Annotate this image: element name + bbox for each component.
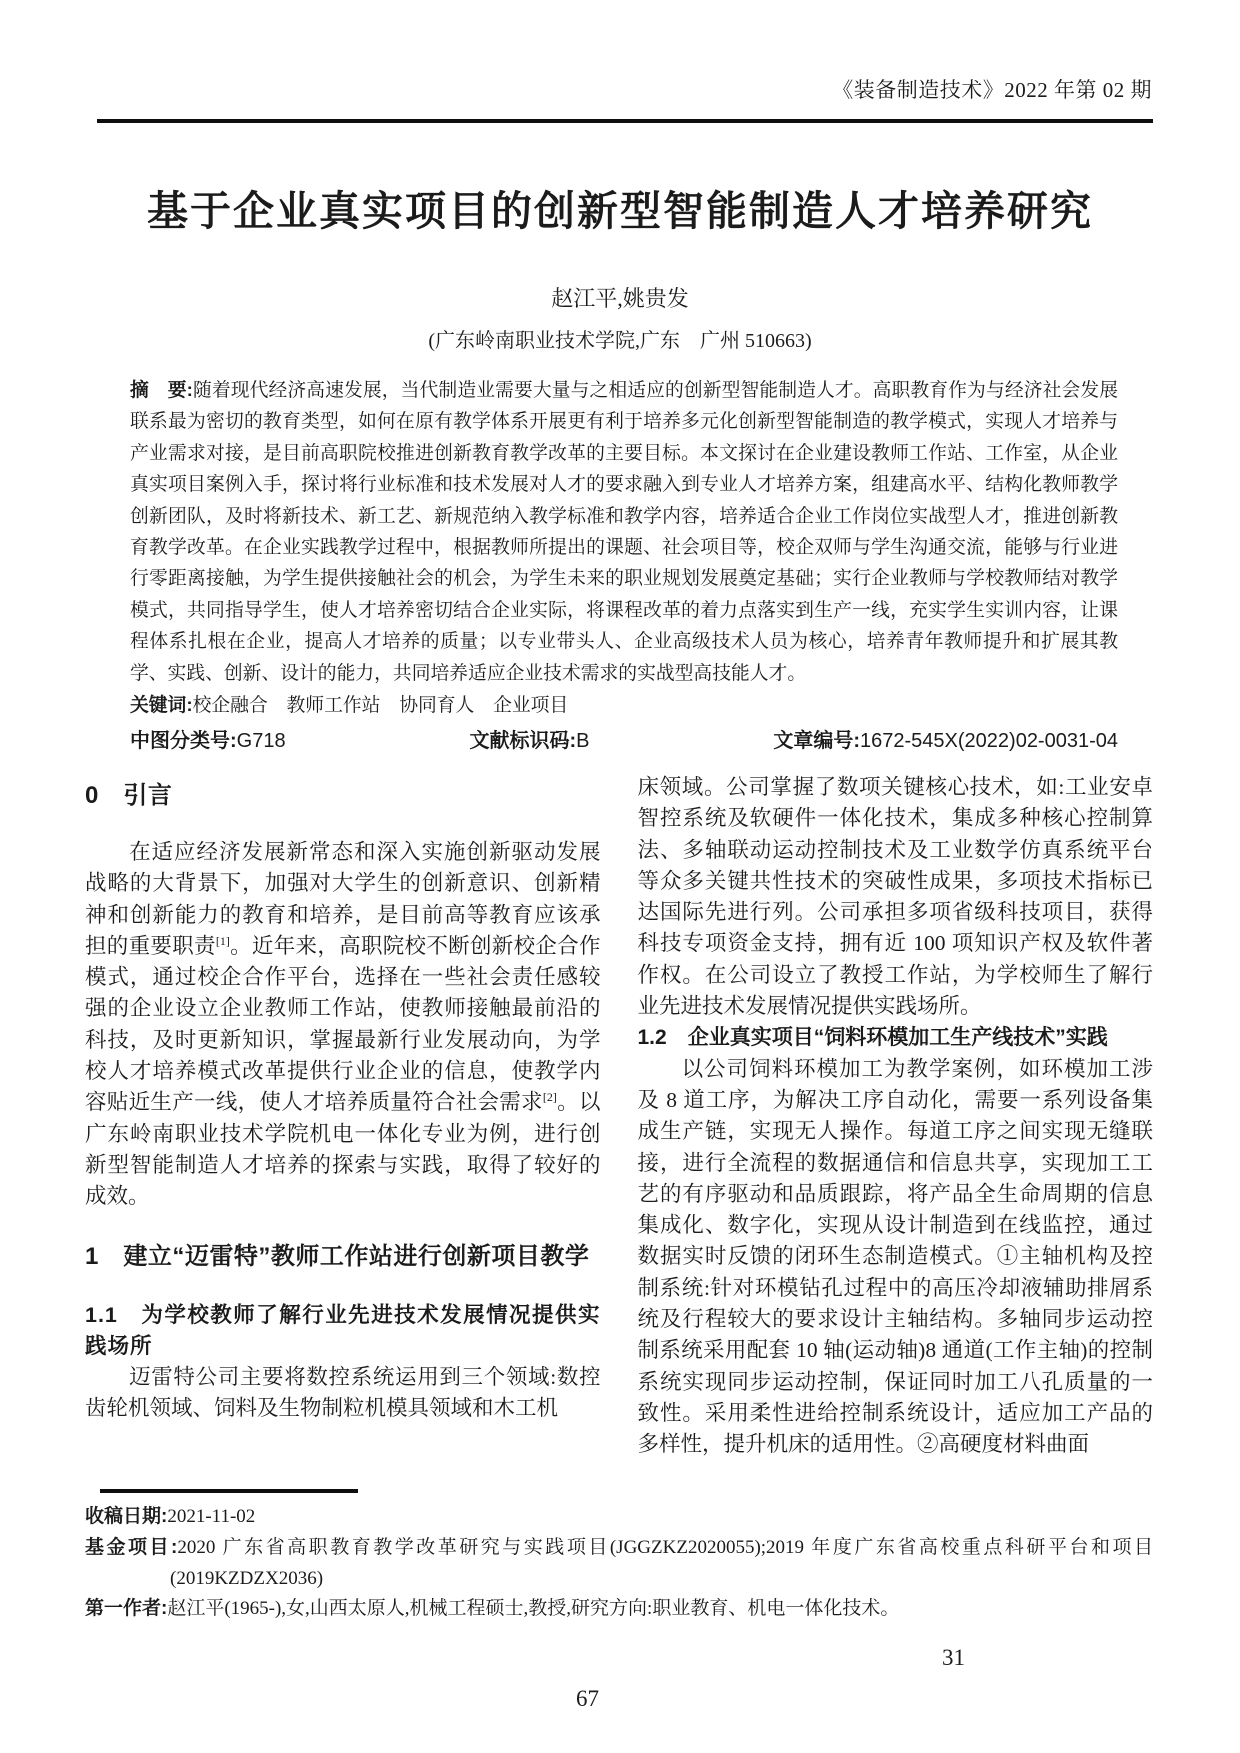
- clc-label: 中图分类号:: [130, 730, 237, 752]
- heading-introduction: 0 引言: [85, 782, 173, 809]
- right-column: [638, 772, 1154, 1461]
- meilaite-paragraph: 迈雷特公司主要将数控系统运用到三个领域:数控齿轮机领域、饲料及生物制粒机模具领域和木工机: [85, 1365, 601, 1421]
- intro-text-1: 在适应经济发展新常态和深入实施创新驱动发展战略的大背景下，加强对大学生的创新意识、创新精神和创新能力的教育和培养，是目前高等教育应该承担的重要职责: [85, 840, 601, 958]
- intro-paragraph: [85, 837, 601, 1213]
- keywords-text: 校企融合 教师工作站 协同育人 企业项目: [192, 695, 569, 717]
- article-page-number: 31: [942, 1645, 965, 1670]
- document-code-label: 文献标识码:: [469, 730, 577, 752]
- first-author-label: 第一作者:: [85, 1598, 168, 1620]
- intro-text-2: 。近年来，高职院校不断创新校企合作模式，通过校企合作平台，选择在一些社会责任感较强的企业设立企业教师工作站，使教师接触最前沿的科技，及时更新知识，掌握最新行业发展动向，为学校人才培养模式改革提供行业企业的信息，使教学内容贴近生产一线，使人才培养质量符合社会需求: [85, 933, 601, 1115]
- document-code-value: B: [576, 730, 590, 752]
- heading-section-1-2: 1.2 企业真实项目“饲料环模加工生产线技术”实践: [637, 1026, 1108, 1050]
- affiliation: (广东岭南职业技术学院,广东 广州 510663): [428, 330, 812, 352]
- keywords-label: 关键词:: [130, 694, 193, 716]
- article-title: 基于企业真实项目的创新型智能制造人才培养研究: [147, 188, 1093, 234]
- journal-issue-header: 《装备制造技术》2022 年第 02 期: [832, 78, 1152, 102]
- abstract-paragraph: [130, 374, 1118, 689]
- heading-section-1: 1 建立“迈雷特”教师工作站进行创新项目教学: [85, 1242, 590, 1270]
- fund-project-value: 2020 广东省高职教育教学改革研究与实践项目(JGGZKZ2020055);2019 年度广东省高校重点科研平台和项目(2019KZDZX2036): [170, 1536, 1153, 1589]
- first-author-line: [85, 1594, 1153, 1625]
- clc-value: G718: [236, 730, 286, 752]
- abstract-text: 随着现代经济高速发展，当代制造业需要大量与之相适应的创新型智能制造人才。高职教育作为与经济社会发展联系最为密切的教育类型，如何在原有教学体系开展更有利于培养多元化创新型智能制造的教学模式，实现人才培养与产业需求对接，是目前高职院校推进创新教育教学改革的主要目标。本文探讨在企业建设教师工作站、工作室，从企业真实项目案例入手，探讨将行业标准和技术发展对人才的要求融入到专业人才培养方案，组建高水平、结构化教师教学创新团队，及时将新技术、新工艺、新规范纳入教学标准和教学内容，培养适合企业工作岗位实战型人才，推进创新教育教学改革。在企业实践教学过程中，根据教师所提出的课题、社会项目等，校企双师与学生沟通交流，能够与行业进行零距离接触，为学生提供接触社会的机会，为学生未来的职业规划发展奠定基础；实行企业教师与学校教师结对教学模式，共同指导学生，使人才培养密切结合企业实际，将课程改革的着力点落实到生产一线，充实学生实训内容，让课程体系扎根在企业，提高人才培养的质量；以专业带头人、企业高级技术人员为核心，培养青年教师提升和扩展其教学、实践、创新、设计的能力，共同培养适应企业技术需求的实战型高技能人才。: [130, 380, 1118, 684]
- fund-project-label: 基金项目:: [85, 1536, 178, 1558]
- keywords-line: [130, 689, 1118, 721]
- received-date-line: [85, 1502, 1153, 1533]
- article-id-value: 1672-545X(2022)02-0031-04: [860, 730, 1118, 752]
- footnote-rule: [100, 1489, 358, 1493]
- ref-marker-1: [1]: [215, 933, 230, 948]
- ref-marker-2: [2]: [542, 1090, 557, 1105]
- body-columns: [85, 772, 1153, 1461]
- received-date-label: 收稿日期:: [85, 1506, 168, 1527]
- meta-row: [130, 724, 1118, 753]
- intro-text-3: 。以广东岭南职业技术学院机电一体化专业为例，进行创新型智能制造人才培养的探索与实践，取得了较好的成效。: [85, 1090, 601, 1209]
- fund-project-line: [85, 1533, 1153, 1595]
- article-id: [773, 724, 1118, 753]
- abstract-label: 摘 要:: [130, 379, 193, 400]
- clc-number: [130, 724, 286, 753]
- feed-die-paragraph: 以公司饲料环模加工为教学案例，如环模加工涉及 8 道工序，为解决工序自动化，需要一系列设备集成生产链，实现无人操作。每道工序之间实现无缝联接，进行全流程的数据通信和信息共享，实现加工工艺的有序驱动和品质跟踪，将产品全生命周期的信息集成化、数字化，实现从设计制造到在线监控，通过数据实时反馈的闭环生态制造模式。①主轴机构及控制系统:针对环模钻孔过程中的高压冷却液辅助排屑系统及行程较大的要求设计主轴结构。多轴同步运动控制系统采用配套 10 轴(运动轴)8 通道(工作主轴)的控制系统实现同步运动控制，保证同时加工八孔质量的一致性。采用柔性进给控制系统设计，适应加工产品的多样性，提升机床的适用性。②高硬度材料曲面: [637, 1056, 1153, 1457]
- abstract-block: [130, 374, 1118, 721]
- continuation-paragraph: 床领域。公司掌握了数项关键核心技术，如:工业安卓智控系统及软硬件一体化技术，集成多种核心控制算法、多轴联动运动控制技术及工业数学仿真系统平台等众多关键共性技术的突破性成果，多项技术指标已达国际先进行列。公司承担多项省级科技项目，获得科技专项资金支持，拥有近 100 项知识产权及软件著作权。在公司设立了教授工作站，为学校师生了解行业先进技术发展情况提供实践场所。: [637, 775, 1153, 1019]
- article-id-label: 文章编号:: [773, 730, 861, 752]
- document-code: [469, 724, 589, 753]
- authors: 赵江平,姚贵发: [551, 286, 689, 311]
- footnote-block: [85, 1489, 1153, 1625]
- heading-section-1-1: 1.1 为学校教师了解行业先进技术发展情况提供实践场所: [85, 1302, 601, 1358]
- header-rule: [97, 119, 1153, 123]
- journal-page-number: 67: [576, 1686, 599, 1711]
- received-date-value: 2021-11-02: [167, 1506, 256, 1527]
- left-column: [85, 772, 601, 1461]
- first-author-value: 赵江平(1965-),女,山西太原人,机械工程硕士,教授,研究方向:职业教育、机电一体化技术。: [167, 1598, 900, 1620]
